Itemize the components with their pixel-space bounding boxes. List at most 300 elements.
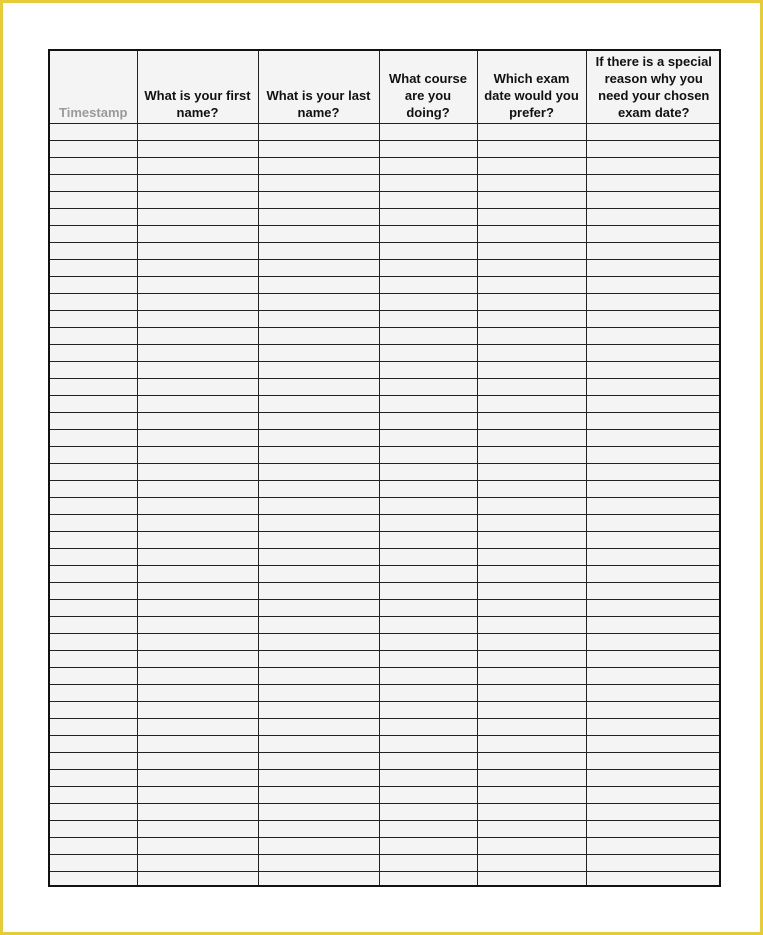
table-row xyxy=(50,566,721,583)
response-sheet xyxy=(48,49,721,887)
table-row xyxy=(50,413,721,430)
cell-special-reason[interactable] xyxy=(586,702,721,719)
cell-first-name[interactable] xyxy=(137,124,258,141)
cell-timestamp[interactable] xyxy=(50,260,137,277)
cell-special-reason[interactable] xyxy=(586,651,721,668)
cell-timestamp[interactable] xyxy=(50,328,137,345)
header-row xyxy=(50,51,721,124)
cell-last-name[interactable] xyxy=(258,141,379,158)
cell-timestamp[interactable] xyxy=(50,124,137,141)
cell-special-reason[interactable] xyxy=(586,243,721,260)
cell-first-name[interactable] xyxy=(137,583,258,600)
table-row xyxy=(50,787,721,804)
cell-course[interactable] xyxy=(379,226,477,243)
cell-last-name[interactable] xyxy=(258,260,379,277)
cell-special-reason[interactable] xyxy=(586,175,721,192)
cell-timestamp[interactable] xyxy=(50,685,137,702)
cell-special-reason[interactable] xyxy=(586,141,721,158)
cell-course[interactable] xyxy=(379,702,477,719)
cell-course[interactable] xyxy=(379,753,477,770)
table-row xyxy=(50,753,721,770)
cell-exam-date[interactable] xyxy=(477,260,586,277)
cell-last-name[interactable] xyxy=(258,481,379,498)
cell-last-name[interactable] xyxy=(258,634,379,651)
cell-course[interactable] xyxy=(379,532,477,549)
cell-special-reason[interactable] xyxy=(586,413,721,430)
cell-exam-date[interactable] xyxy=(477,600,586,617)
cell-last-name[interactable] xyxy=(258,549,379,566)
cell-exam-date[interactable] xyxy=(477,226,586,243)
responses-table xyxy=(50,51,721,887)
cell-special-reason[interactable] xyxy=(586,787,721,804)
cell-course[interactable] xyxy=(379,379,477,396)
cell-special-reason[interactable] xyxy=(586,345,721,362)
cell-course[interactable] xyxy=(379,617,477,634)
cell-exam-date[interactable] xyxy=(477,821,586,838)
cell-exam-date[interactable] xyxy=(477,175,586,192)
cell-last-name[interactable] xyxy=(258,294,379,311)
cell-last-name[interactable] xyxy=(258,515,379,532)
cell-course[interactable] xyxy=(379,804,477,821)
cell-special-reason[interactable] xyxy=(586,583,721,600)
cell-special-reason[interactable] xyxy=(586,447,721,464)
cell-timestamp[interactable] xyxy=(50,583,137,600)
cell-exam-date[interactable] xyxy=(477,396,586,413)
cell-timestamp[interactable] xyxy=(50,719,137,736)
cell-last-name[interactable] xyxy=(258,124,379,141)
table-row xyxy=(50,192,721,209)
cell-first-name[interactable] xyxy=(137,770,258,787)
cell-course[interactable] xyxy=(379,719,477,736)
cell-first-name[interactable] xyxy=(137,736,258,753)
cell-last-name[interactable] xyxy=(258,209,379,226)
table-row xyxy=(50,175,721,192)
cell-last-name[interactable] xyxy=(258,447,379,464)
cell-exam-date[interactable] xyxy=(477,736,586,753)
cell-first-name[interactable] xyxy=(137,600,258,617)
cell-course[interactable] xyxy=(379,651,477,668)
cell-last-name[interactable] xyxy=(258,753,379,770)
cell-course[interactable] xyxy=(379,481,477,498)
cell-course[interactable] xyxy=(379,855,477,872)
table-row xyxy=(50,804,721,821)
cell-special-reason[interactable] xyxy=(586,736,721,753)
cell-first-name[interactable] xyxy=(137,481,258,498)
cell-exam-date[interactable] xyxy=(477,294,586,311)
cell-timestamp[interactable] xyxy=(50,549,137,566)
cell-exam-date[interactable] xyxy=(477,158,586,175)
cell-exam-date[interactable] xyxy=(477,328,586,345)
cell-timestamp[interactable] xyxy=(50,430,137,447)
cell-exam-date[interactable] xyxy=(477,702,586,719)
cell-first-name[interactable] xyxy=(137,158,258,175)
cell-special-reason[interactable] xyxy=(586,838,721,855)
cell-first-name[interactable] xyxy=(137,413,258,430)
cell-timestamp[interactable] xyxy=(50,668,137,685)
cell-first-name[interactable] xyxy=(137,294,258,311)
cell-first-name[interactable] xyxy=(137,872,258,888)
cell-course[interactable] xyxy=(379,260,477,277)
cell-first-name[interactable] xyxy=(137,192,258,209)
table-row xyxy=(50,124,721,141)
cell-course[interactable] xyxy=(379,413,477,430)
cell-special-reason[interactable] xyxy=(586,855,721,872)
cell-course[interactable] xyxy=(379,175,477,192)
cell-first-name[interactable] xyxy=(137,719,258,736)
cell-course[interactable] xyxy=(379,243,477,260)
cell-special-reason[interactable] xyxy=(586,600,721,617)
cell-course[interactable] xyxy=(379,294,477,311)
cell-timestamp[interactable] xyxy=(50,362,137,379)
cell-timestamp[interactable] xyxy=(50,753,137,770)
cell-special-reason[interactable] xyxy=(586,617,721,634)
cell-exam-date[interactable] xyxy=(477,753,586,770)
cell-timestamp[interactable] xyxy=(50,226,137,243)
cell-last-name[interactable] xyxy=(258,685,379,702)
cell-course[interactable] xyxy=(379,634,477,651)
cell-last-name[interactable] xyxy=(258,617,379,634)
table-row xyxy=(50,345,721,362)
cell-timestamp[interactable] xyxy=(50,243,137,260)
cell-special-reason[interactable] xyxy=(586,209,721,226)
cell-course[interactable] xyxy=(379,328,477,345)
cell-last-name[interactable] xyxy=(258,804,379,821)
cell-exam-date[interactable] xyxy=(477,787,586,804)
cell-exam-date[interactable] xyxy=(477,770,586,787)
cell-course[interactable] xyxy=(379,345,477,362)
cell-timestamp[interactable] xyxy=(50,872,137,888)
table-row xyxy=(50,651,721,668)
cell-exam-date[interactable] xyxy=(477,209,586,226)
cell-course[interactable] xyxy=(379,668,477,685)
cell-timestamp[interactable] xyxy=(50,736,137,753)
cell-first-name[interactable] xyxy=(137,362,258,379)
cell-special-reason[interactable] xyxy=(586,719,721,736)
cell-special-reason[interactable] xyxy=(586,328,721,345)
cell-first-name[interactable] xyxy=(137,787,258,804)
cell-course[interactable] xyxy=(379,685,477,702)
table-row xyxy=(50,668,721,685)
table-row xyxy=(50,719,721,736)
cell-course[interactable] xyxy=(379,447,477,464)
cell-timestamp[interactable] xyxy=(50,294,137,311)
cell-timestamp[interactable] xyxy=(50,787,137,804)
cell-special-reason[interactable] xyxy=(586,532,721,549)
cell-special-reason[interactable] xyxy=(586,685,721,702)
cell-exam-date[interactable] xyxy=(477,192,586,209)
cell-special-reason[interactable] xyxy=(586,192,721,209)
cell-course[interactable] xyxy=(379,600,477,617)
cell-last-name[interactable] xyxy=(258,311,379,328)
cell-course[interactable] xyxy=(379,872,477,888)
table-row xyxy=(50,294,721,311)
table-row xyxy=(50,226,721,243)
cell-timestamp[interactable] xyxy=(50,413,137,430)
cell-special-reason[interactable] xyxy=(586,430,721,447)
cell-course[interactable] xyxy=(379,549,477,566)
cell-course[interactable] xyxy=(379,498,477,515)
cell-special-reason[interactable] xyxy=(586,515,721,532)
cell-last-name[interactable] xyxy=(258,192,379,209)
cell-last-name[interactable] xyxy=(258,821,379,838)
cell-special-reason[interactable] xyxy=(586,362,721,379)
cell-last-name[interactable] xyxy=(258,787,379,804)
cell-last-name[interactable] xyxy=(258,464,379,481)
cell-first-name[interactable] xyxy=(137,430,258,447)
cell-exam-date[interactable] xyxy=(477,515,586,532)
cell-exam-date[interactable] xyxy=(477,634,586,651)
cell-first-name[interactable] xyxy=(137,702,258,719)
cell-timestamp[interactable] xyxy=(50,651,137,668)
cell-course[interactable] xyxy=(379,192,477,209)
cell-course[interactable] xyxy=(379,464,477,481)
cell-special-reason[interactable] xyxy=(586,277,721,294)
cell-timestamp[interactable] xyxy=(50,770,137,787)
table-row xyxy=(50,736,721,753)
cell-course[interactable] xyxy=(379,141,477,158)
cell-timestamp[interactable] xyxy=(50,209,137,226)
cell-last-name[interactable] xyxy=(258,532,379,549)
cell-course[interactable] xyxy=(379,362,477,379)
cell-special-reason[interactable] xyxy=(586,566,721,583)
cell-exam-date[interactable] xyxy=(477,804,586,821)
cell-course[interactable] xyxy=(379,311,477,328)
cell-timestamp[interactable] xyxy=(50,804,137,821)
cell-exam-date[interactable] xyxy=(477,566,586,583)
cell-special-reason[interactable] xyxy=(586,311,721,328)
cell-special-reason[interactable] xyxy=(586,804,721,821)
cell-exam-date[interactable] xyxy=(477,345,586,362)
cell-special-reason[interactable] xyxy=(586,294,721,311)
cell-course[interactable] xyxy=(379,821,477,838)
cell-last-name[interactable] xyxy=(258,379,379,396)
cell-last-name[interactable] xyxy=(258,396,379,413)
cell-course[interactable] xyxy=(379,566,477,583)
cell-timestamp[interactable] xyxy=(50,532,137,549)
cell-first-name[interactable] xyxy=(137,243,258,260)
cell-last-name[interactable] xyxy=(258,651,379,668)
cell-course[interactable] xyxy=(379,396,477,413)
cell-timestamp[interactable] xyxy=(50,192,137,209)
cell-timestamp[interactable] xyxy=(50,379,137,396)
cell-first-name[interactable] xyxy=(137,396,258,413)
cell-course[interactable] xyxy=(379,583,477,600)
table-row xyxy=(50,532,721,549)
cell-first-name[interactable] xyxy=(137,498,258,515)
cell-timestamp[interactable] xyxy=(50,498,137,515)
cell-special-reason[interactable] xyxy=(586,481,721,498)
cell-first-name[interactable] xyxy=(137,447,258,464)
cell-first-name[interactable] xyxy=(137,685,258,702)
cell-timestamp[interactable] xyxy=(50,634,137,651)
cell-exam-date[interactable] xyxy=(477,719,586,736)
cell-timestamp[interactable] xyxy=(50,175,137,192)
cell-first-name[interactable] xyxy=(137,617,258,634)
cell-last-name[interactable] xyxy=(258,583,379,600)
cell-timestamp[interactable] xyxy=(50,821,137,838)
cell-exam-date[interactable] xyxy=(477,549,586,566)
cell-special-reason[interactable] xyxy=(586,770,721,787)
cell-timestamp[interactable] xyxy=(50,702,137,719)
cell-exam-date[interactable] xyxy=(477,311,586,328)
cell-course[interactable] xyxy=(379,158,477,175)
cell-exam-date[interactable] xyxy=(477,668,586,685)
cell-timestamp[interactable] xyxy=(50,158,137,175)
cell-first-name[interactable] xyxy=(137,838,258,855)
cell-exam-date[interactable] xyxy=(477,141,586,158)
cell-last-name[interactable] xyxy=(258,668,379,685)
cell-first-name[interactable] xyxy=(137,209,258,226)
cell-special-reason[interactable] xyxy=(586,821,721,838)
cell-last-name[interactable] xyxy=(258,719,379,736)
cell-exam-date[interactable] xyxy=(477,447,586,464)
cell-timestamp[interactable] xyxy=(50,481,137,498)
cell-special-reason[interactable] xyxy=(586,549,721,566)
cell-timestamp[interactable] xyxy=(50,396,137,413)
table-row xyxy=(50,838,721,855)
cell-exam-date[interactable] xyxy=(477,124,586,141)
cell-first-name[interactable] xyxy=(137,141,258,158)
table-row xyxy=(50,328,721,345)
cell-exam-date[interactable] xyxy=(477,413,586,430)
cell-first-name[interactable] xyxy=(137,226,258,243)
table-row xyxy=(50,379,721,396)
cell-first-name[interactable] xyxy=(137,260,258,277)
cell-last-name[interactable] xyxy=(258,175,379,192)
cell-first-name[interactable] xyxy=(137,532,258,549)
cell-special-reason[interactable] xyxy=(586,124,721,141)
cell-timestamp[interactable] xyxy=(50,838,137,855)
cell-timestamp[interactable] xyxy=(50,311,137,328)
cell-last-name[interactable] xyxy=(258,566,379,583)
cell-first-name[interactable] xyxy=(137,311,258,328)
cell-first-name[interactable] xyxy=(137,753,258,770)
cell-special-reason[interactable] xyxy=(586,158,721,175)
table-row xyxy=(50,770,721,787)
cell-last-name[interactable] xyxy=(258,277,379,294)
cell-last-name[interactable] xyxy=(258,702,379,719)
table-row xyxy=(50,498,721,515)
cell-exam-date[interactable] xyxy=(477,617,586,634)
cell-special-reason[interactable] xyxy=(586,379,721,396)
cell-course[interactable] xyxy=(379,736,477,753)
cell-exam-date[interactable] xyxy=(477,498,586,515)
cell-course[interactable] xyxy=(379,277,477,294)
cell-exam-date[interactable] xyxy=(477,872,586,888)
cell-exam-date[interactable] xyxy=(477,685,586,702)
cell-timestamp[interactable] xyxy=(50,345,137,362)
cell-timestamp[interactable] xyxy=(50,447,137,464)
cell-last-name[interactable] xyxy=(258,855,379,872)
cell-last-name[interactable] xyxy=(258,430,379,447)
cell-exam-date[interactable] xyxy=(477,243,586,260)
cell-first-name[interactable] xyxy=(137,515,258,532)
cell-course[interactable] xyxy=(379,787,477,804)
cell-first-name[interactable] xyxy=(137,464,258,481)
cell-last-name[interactable] xyxy=(258,158,379,175)
cell-special-reason[interactable] xyxy=(586,872,721,888)
cell-exam-date[interactable] xyxy=(477,855,586,872)
cell-exam-date[interactable] xyxy=(477,481,586,498)
cell-first-name[interactable] xyxy=(137,345,258,362)
cell-first-name[interactable] xyxy=(137,175,258,192)
cell-course[interactable] xyxy=(379,515,477,532)
cell-special-reason[interactable] xyxy=(586,396,721,413)
cell-last-name[interactable] xyxy=(258,413,379,430)
cell-special-reason[interactable] xyxy=(586,464,721,481)
cell-special-reason[interactable] xyxy=(586,668,721,685)
cell-last-name[interactable] xyxy=(258,600,379,617)
cell-exam-date[interactable] xyxy=(477,532,586,549)
cell-timestamp[interactable] xyxy=(50,277,137,294)
cell-timestamp[interactable] xyxy=(50,566,137,583)
cell-last-name[interactable] xyxy=(258,736,379,753)
table-row xyxy=(50,141,721,158)
cell-last-name[interactable] xyxy=(258,770,379,787)
cell-special-reason[interactable] xyxy=(586,260,721,277)
cell-exam-date[interactable] xyxy=(477,583,586,600)
cell-last-name[interactable] xyxy=(258,362,379,379)
cell-exam-date[interactable] xyxy=(477,464,586,481)
cell-timestamp[interactable] xyxy=(50,855,137,872)
table-row xyxy=(50,600,721,617)
cell-last-name[interactable] xyxy=(258,872,379,888)
cell-timestamp[interactable] xyxy=(50,141,137,158)
cell-exam-date[interactable] xyxy=(477,651,586,668)
cell-exam-date[interactable] xyxy=(477,362,586,379)
cell-timestamp[interactable] xyxy=(50,464,137,481)
cell-timestamp[interactable] xyxy=(50,600,137,617)
cell-first-name[interactable] xyxy=(137,804,258,821)
cell-course[interactable] xyxy=(379,209,477,226)
cell-last-name[interactable] xyxy=(258,243,379,260)
cell-special-reason[interactable] xyxy=(586,753,721,770)
cell-exam-date[interactable] xyxy=(477,838,586,855)
cell-first-name[interactable] xyxy=(137,549,258,566)
table-row xyxy=(50,821,721,838)
cell-first-name[interactable] xyxy=(137,668,258,685)
cell-last-name[interactable] xyxy=(258,838,379,855)
cell-course[interactable] xyxy=(379,770,477,787)
cell-first-name[interactable] xyxy=(137,855,258,872)
cell-first-name[interactable] xyxy=(137,634,258,651)
cell-timestamp[interactable] xyxy=(50,617,137,634)
table-body xyxy=(50,124,721,888)
cell-last-name[interactable] xyxy=(258,345,379,362)
cell-exam-date[interactable] xyxy=(477,277,586,294)
cell-timestamp[interactable] xyxy=(50,515,137,532)
cell-course[interactable] xyxy=(379,124,477,141)
cell-special-reason[interactable] xyxy=(586,634,721,651)
cell-special-reason[interactable] xyxy=(586,498,721,515)
cell-first-name[interactable] xyxy=(137,328,258,345)
cell-special-reason[interactable] xyxy=(586,226,721,243)
cell-course[interactable] xyxy=(379,430,477,447)
cell-first-name[interactable] xyxy=(137,821,258,838)
cell-exam-date[interactable] xyxy=(477,379,586,396)
header-last-name: What is your last name? xyxy=(258,51,379,124)
cell-last-name[interactable] xyxy=(258,498,379,515)
cell-first-name[interactable] xyxy=(137,566,258,583)
cell-first-name[interactable] xyxy=(137,277,258,294)
cell-exam-date[interactable] xyxy=(477,430,586,447)
cell-last-name[interactable] xyxy=(258,328,379,345)
cell-first-name[interactable] xyxy=(137,651,258,668)
header-special-reason: If there is a special reason why you need your chosen exam date? xyxy=(586,51,721,124)
cell-course[interactable] xyxy=(379,838,477,855)
cell-last-name[interactable] xyxy=(258,226,379,243)
cell-first-name[interactable] xyxy=(137,379,258,396)
